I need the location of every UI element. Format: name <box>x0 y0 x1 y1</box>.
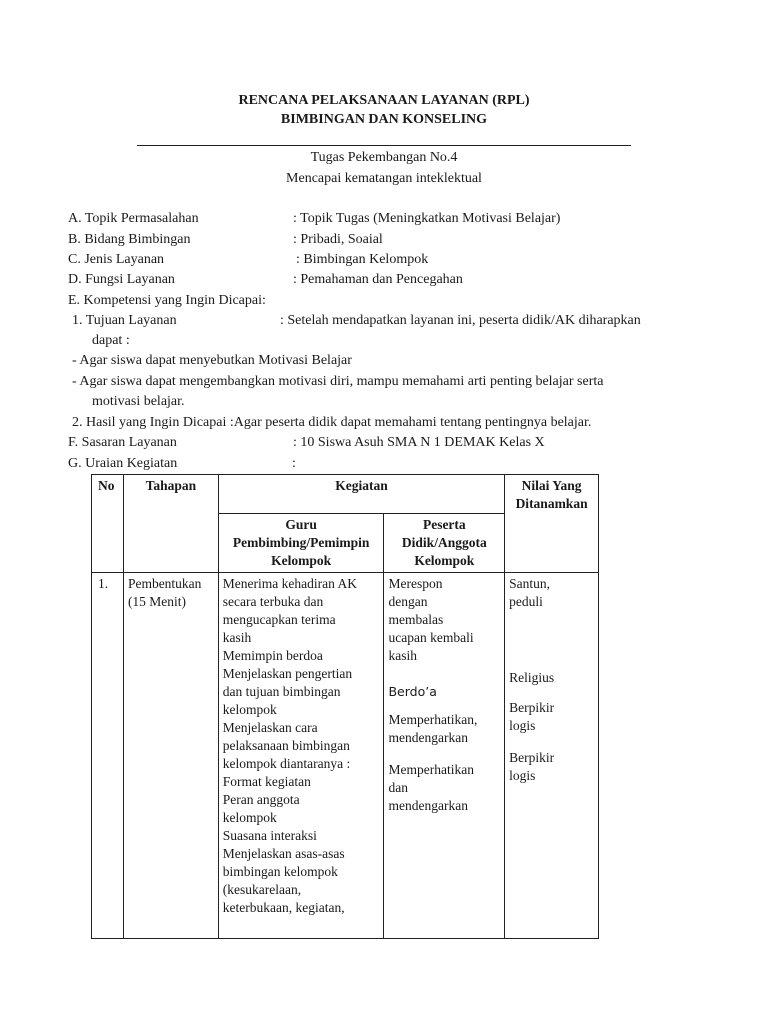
subtitle-line2: Mencapai kematangan inteklektual <box>286 171 482 186</box>
subtitle-line1: Tugas Pekembangan No.4 <box>310 150 458 165</box>
peserta-line: dengan <box>388 594 428 609</box>
bullet-2-cont: motivasi belajar. <box>92 394 185 409</box>
item-a-label: A. Topik Permasalahan <box>68 211 199 226</box>
guru-line: mengucapkan terima <box>222 612 336 627</box>
guru-line: keterbukaan, kegiatan, <box>222 900 345 915</box>
guru-line: kelompok diantaranya : <box>222 756 351 771</box>
peserta-line: Merespon <box>388 576 443 591</box>
spacer <box>509 629 594 647</box>
row1-nilai <box>505 573 599 939</box>
guru-line: Suasana interaksi <box>222 828 317 843</box>
guru-line: Menjelaskan asas-asas <box>222 846 345 861</box>
guru-line: Peran anggota <box>222 792 300 807</box>
header-no: No <box>92 475 124 573</box>
row1-no: 1. <box>92 573 124 939</box>
header-peserta-line3: Kelompok <box>414 553 475 568</box>
guru-line: kasih <box>222 630 252 645</box>
guru-line: bimbingan kelompok <box>222 864 338 879</box>
nilai-line: Religius <box>509 670 555 685</box>
row1-tahapan <box>123 573 218 939</box>
item-d-value: : Pemahaman dan Pencegahan <box>293 272 463 287</box>
item-c-value: : Bimbingan Kelompok <box>296 252 429 267</box>
spacer <box>388 665 500 683</box>
header-peserta-line2: Didik/Anggota <box>401 535 487 550</box>
table-row <box>92 573 599 939</box>
peserta-line: mendengarkan <box>388 730 468 745</box>
peserta-line: Memperhatikan, <box>388 712 478 727</box>
item-g-value: : <box>292 456 296 471</box>
item-e1-value: : Setelah mendapatkan layanan ini, peserta didik/AK diharapkan <box>280 313 641 328</box>
item-e-label: E. Kompetensi yang Ingin Dicapai: <box>68 293 266 308</box>
item-d-label: D. Fungsi Layanan <box>68 272 175 287</box>
guru-line: Format kegiatan <box>222 774 311 789</box>
item-f-value: : 10 Siswa Asuh SMA N 1 DEMAK Kelas X <box>293 435 545 450</box>
header-nilai-line1: Nilai Yang <box>521 478 582 493</box>
header-guru <box>218 514 384 573</box>
nilai-line: peduli <box>509 594 543 609</box>
row1-tahapan-line2: (15 Menit) <box>127 594 187 609</box>
guru-line: Menjelaskan cara <box>222 720 318 735</box>
row1-guru <box>218 573 384 939</box>
guru-line: Memimpin berdoa <box>222 648 323 663</box>
item-b-value: : Pribadi, Soaial <box>293 232 383 247</box>
nilai-line: logis <box>509 768 536 783</box>
activity-table <box>91 474 599 939</box>
bullet-2: - Agar siswa dapat mengembangkan motivasi diri, mampu memahami arti penting belajar serta <box>72 374 604 389</box>
nilai-line: logis <box>509 718 536 733</box>
doc-title-line1: RENCANA PELAKSANAAN LAYANAN (RPL) <box>238 93 530 108</box>
nilai-line: Santun, <box>509 576 551 591</box>
header-guru-line1: Guru <box>285 517 317 532</box>
item-f-label: F. Sasaran Layanan <box>68 435 177 450</box>
title-divider <box>137 145 631 146</box>
header-nilai-line2: Ditanamkan <box>515 496 588 511</box>
table-header-row <box>92 475 599 514</box>
spacer <box>509 647 594 665</box>
bullet-1: - Agar siswa dapat menyebutkan Motivasi Belajar <box>72 353 352 368</box>
peserta-line: mendengarkan <box>388 798 468 813</box>
row1-tahapan-line1: Pembentukan <box>127 576 202 591</box>
item-c-label: C. Jenis Layanan <box>68 252 165 267</box>
guru-line: Menerima kehadiran AK <box>222 576 357 591</box>
guru-line: secara terbuka dan <box>222 594 324 609</box>
guru-line: kelompok <box>222 810 277 825</box>
item-g-label: G. Uraian Kegiatan <box>68 456 178 471</box>
nilai-line: Berpikir <box>509 750 555 765</box>
doc-title-line2: BIMBINGAN DAN KONSELING <box>280 112 488 127</box>
header-peserta <box>384 514 505 573</box>
row1-peserta <box>384 573 505 939</box>
header-guru-line2: Pembimbing/Pemimpin <box>232 535 370 550</box>
guru-line: kelompok <box>222 702 277 717</box>
item-e1-label: 1. Tujuan Layanan <box>72 313 177 328</box>
guru-line: dan tujuan bimbingan <box>222 684 341 699</box>
guru-line: (kesukarelaan, <box>222 882 302 897</box>
header-tahapan: Tahapan <box>123 475 218 573</box>
header-guru-line3: Kelompok <box>271 553 332 568</box>
item-e2: 2. Hasil yang Ingin Dicapai :Agar peserta didik dapat memahami tentang pentingnya belajar. <box>72 415 592 430</box>
peserta-line: Memperhatikan <box>388 762 474 777</box>
item-e1-cont: dapat : <box>92 333 130 348</box>
header-nilai <box>505 475 599 573</box>
peserta-line: kasih <box>388 648 417 663</box>
nilai-line: Berpikir <box>509 700 555 715</box>
peserta-line: ucapan kembali <box>388 630 474 645</box>
header-kegiatan: Kegiatan <box>218 475 504 514</box>
spacer <box>509 611 594 629</box>
item-b-label: B. Bidang Bimbingan <box>68 232 191 247</box>
peserta-line: dan <box>388 780 408 795</box>
peserta-line: Berdo’a <box>388 684 437 699</box>
guru-line: pelaksanaan bimbingan <box>222 738 350 753</box>
header-peserta-line1: Peserta <box>422 517 466 532</box>
guru-line: Menjelaskan pengertian <box>222 666 353 681</box>
peserta-line: membalas <box>388 612 444 627</box>
item-a-value: : Topik Tugas (Meningkatkan Motivasi Belajar) <box>293 211 561 226</box>
